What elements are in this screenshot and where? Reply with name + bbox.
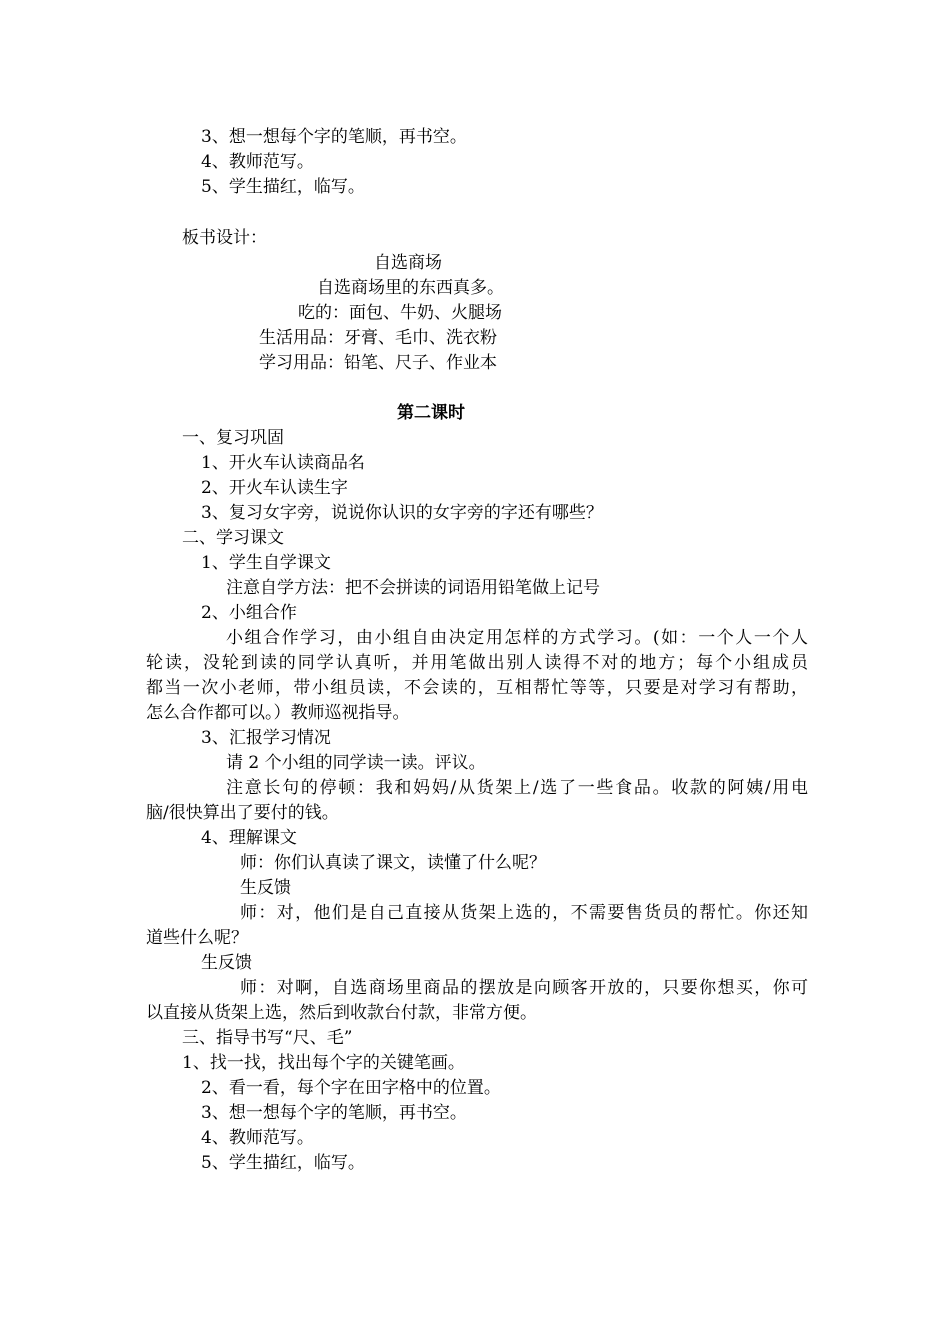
section-2-item-1-note: 注意自学方法：把不会拼读的词语用铅笔做上记号 xyxy=(226,578,600,598)
board-title: 自选商场 xyxy=(374,253,442,273)
section-2-heading: 二、学习课文 xyxy=(182,528,284,548)
section-1-item-3: 3、复习女字旁，说说你认识的女字旁的字还有哪些？ xyxy=(201,503,603,523)
report-line-b1: 注意长句的停顿：我和妈妈/从货架上/选了一些食品。收款的阿姨/用电 xyxy=(226,778,808,798)
section-3-item-3: 3、想一想每个字的笔顺，再书空。 xyxy=(201,1103,467,1123)
board-design-heading: 板书设计： xyxy=(182,228,267,248)
section-3-heading: 三、指导书写“尺、毛” xyxy=(182,1028,353,1048)
section-2-item-3: 3、汇报学习情况 xyxy=(201,728,331,748)
section-3-item-5: 5、学生描红，临写。 xyxy=(201,1153,365,1173)
report-line-a: 请 2 个小组的同学读一读。评议。 xyxy=(226,753,486,773)
step-4-top: 4、教师范写。 xyxy=(201,152,314,172)
board-subtitle: 自选商场里的东西真多。 xyxy=(317,278,504,298)
board-row-study: 学习用品：铅笔、尺子、作业本 xyxy=(259,353,497,373)
teacher-reply-2-line-2: 以直接从货架上选，然后到收款台付款，非常方便。 xyxy=(146,1003,537,1023)
board-row-daily: 生活用品：牙膏、毛巾、洗衣粉 xyxy=(259,328,497,348)
section-1-heading: 一、复习巩固 xyxy=(182,428,284,448)
student-feedback-1: 生反馈 xyxy=(240,878,291,898)
section-1-item-1: 1、开火车认读商品名 xyxy=(201,453,365,473)
section-3-item-2: 2、看一看，每个字在田字格中的位置。 xyxy=(201,1078,501,1098)
teacher-reply-1-line-2: 道些什么呢？ xyxy=(146,928,248,948)
student-feedback-2: 生反馈 xyxy=(201,953,252,973)
report-line-b2: 脑/很快算出了要付的钱。 xyxy=(146,803,339,823)
group-work-para-line-4: 怎么合作都可以。）教师巡视指导。 xyxy=(146,703,410,723)
teacher-reply-1-line-1: 师：对，他们是自己直接从货架上选的，不需要售货员的帮忙。你还知 xyxy=(240,903,808,923)
step-5-top: 5、学生描红，临写。 xyxy=(201,177,365,197)
group-work-para-line-3: 都当一次小老师，带小组员读，不会读的，互相帮忙等等，只要是对学习有帮助， xyxy=(146,678,808,698)
board-row-food: 吃的：面包、牛奶、火腿场 xyxy=(298,303,502,323)
teacher-question: 师：你们认真读了课文，读懂了什么呢？ xyxy=(240,853,546,873)
section-2-item-1: 1、学生自学课文 xyxy=(201,553,331,573)
section-2-item-4: 4、理解课文 xyxy=(201,828,297,848)
section-1-item-2: 2、开火车认读生字 xyxy=(201,478,348,498)
group-work-para-line-2: 轮读，没轮到读的同学认真听，并用笔做出别人读得不对的地方；每个小组成员 xyxy=(146,653,808,673)
section-3-item-1: 1、找一找，找出每个字的关键笔画。 xyxy=(182,1053,465,1073)
teacher-reply-2-line-1: 师：对啊，自选商场里商品的摆放是向顾客开放的，只要你想买，你可 xyxy=(240,978,808,998)
step-3-top: 3、想一想每个字的笔顺，再书空。 xyxy=(201,127,467,147)
section-3-item-4: 4、教师范写。 xyxy=(201,1128,314,1148)
lesson-title: 第二课时 xyxy=(397,403,465,423)
section-2-item-2: 2、小组合作 xyxy=(201,603,297,623)
group-work-para-line-1: 小组合作学习，由小组自由决定用怎样的方式学习。(如：一个人一个人 xyxy=(226,628,808,648)
